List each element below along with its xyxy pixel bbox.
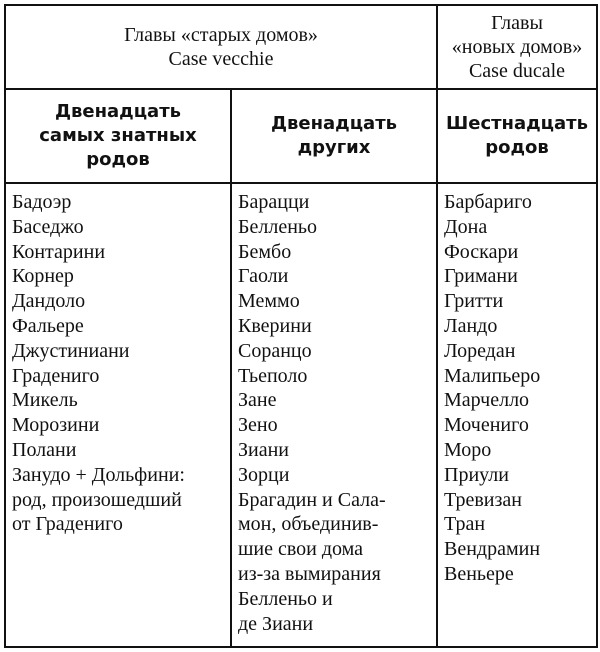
list-item: Бембо	[238, 240, 292, 263]
list-item: Гритти	[444, 290, 504, 313]
new-houses-header	[437, 5, 597, 89]
col2-list-cell	[231, 183, 437, 647]
list-item: Тьеполо	[238, 364, 308, 387]
list-item: Баседжо	[12, 215, 84, 238]
col1-list-cell	[5, 183, 231, 647]
group-header-row	[5, 5, 597, 89]
new-houses-title-2: «новых домов»	[451, 36, 583, 58]
list-item: мон, объединив-	[238, 513, 379, 536]
list-item: из-за вымирания	[238, 562, 381, 585]
list-item: Белленьо и	[238, 587, 333, 610]
list-item: Соранцо	[238, 339, 312, 362]
col3-header-line1: Шестнадцать	[446, 113, 588, 134]
list-item: Дона	[444, 215, 488, 238]
col3-list-cell	[437, 183, 597, 647]
old-houses-title: Главы «старых домов»	[124, 24, 318, 46]
list-item: Кверини	[238, 314, 312, 337]
col1-list	[12, 190, 230, 537]
old-houses-italian: Case vecchie	[168, 48, 274, 70]
list-item: Морозини	[12, 414, 100, 437]
families-table	[4, 4, 598, 648]
list-item: Белленьо	[238, 215, 318, 238]
col2-header-line1: Двенадцать	[270, 113, 398, 134]
list-item: Брагадин и Сала-	[238, 488, 386, 511]
list-item: Микель	[12, 389, 78, 412]
list-item: Занудо + Дольфини:	[12, 463, 185, 486]
new-houses-title-1: Главы	[491, 12, 543, 34]
list-item: Дандоло	[12, 290, 86, 313]
col2-header-line2: других	[297, 137, 371, 158]
list-item: Гаоли	[238, 265, 289, 288]
col3-header	[437, 89, 597, 183]
list-item: Полани	[12, 438, 77, 461]
list-item: шие свои дома	[238, 538, 364, 561]
list-item: Зорци	[238, 463, 290, 486]
list-item: де Зиани	[238, 612, 314, 635]
list-item: Зиани	[238, 438, 290, 461]
list-item: Вендрамин	[444, 538, 541, 561]
list-item: Корнер	[12, 265, 74, 288]
list-item: Бадоэр	[12, 191, 72, 213]
list-item: Марчелло	[444, 389, 530, 412]
list-item: Барацци	[238, 191, 310, 213]
list-item: Фоскари	[444, 240, 519, 263]
old-houses-header	[5, 5, 437, 89]
col1-header-line2: самых знатных	[39, 125, 197, 146]
list-item: Лоредан	[444, 339, 516, 362]
list-item: Моро	[444, 438, 492, 461]
list-item: Мочениго	[444, 414, 529, 437]
list-item: Зане	[238, 389, 277, 412]
list-item: Веньере	[444, 562, 514, 585]
list-item: от Градениго	[12, 513, 123, 536]
list-item: род, произошедший	[12, 488, 182, 511]
list-item: Меммо	[238, 290, 300, 313]
col1-header-line1: Двенадцать	[54, 101, 182, 122]
col2-header	[231, 89, 437, 183]
list-item: Джустиниани	[12, 339, 130, 362]
new-houses-italian: Case ducale	[468, 60, 566, 82]
sub-header-row	[5, 89, 597, 183]
list-row	[5, 183, 597, 647]
col1-header-line3: родов	[86, 149, 150, 170]
list-item: Зено	[238, 414, 278, 437]
list-item: Тревизан	[444, 488, 522, 511]
list-item: Барбариго	[444, 191, 532, 213]
list-item: Ландо	[444, 314, 498, 337]
list-item: Приули	[444, 463, 509, 486]
list-item: Градениго	[12, 364, 100, 387]
col3-header-line2: родов	[485, 137, 549, 158]
list-item: Гримани	[444, 265, 518, 288]
col1-header	[5, 89, 231, 183]
list-item: Контарини	[12, 240, 106, 263]
list-item: Тран	[444, 513, 486, 536]
col3-list	[444, 190, 596, 587]
list-item: Фальере	[12, 314, 84, 337]
list-item: Малипьеро	[444, 364, 541, 387]
col2-list	[238, 190, 436, 636]
